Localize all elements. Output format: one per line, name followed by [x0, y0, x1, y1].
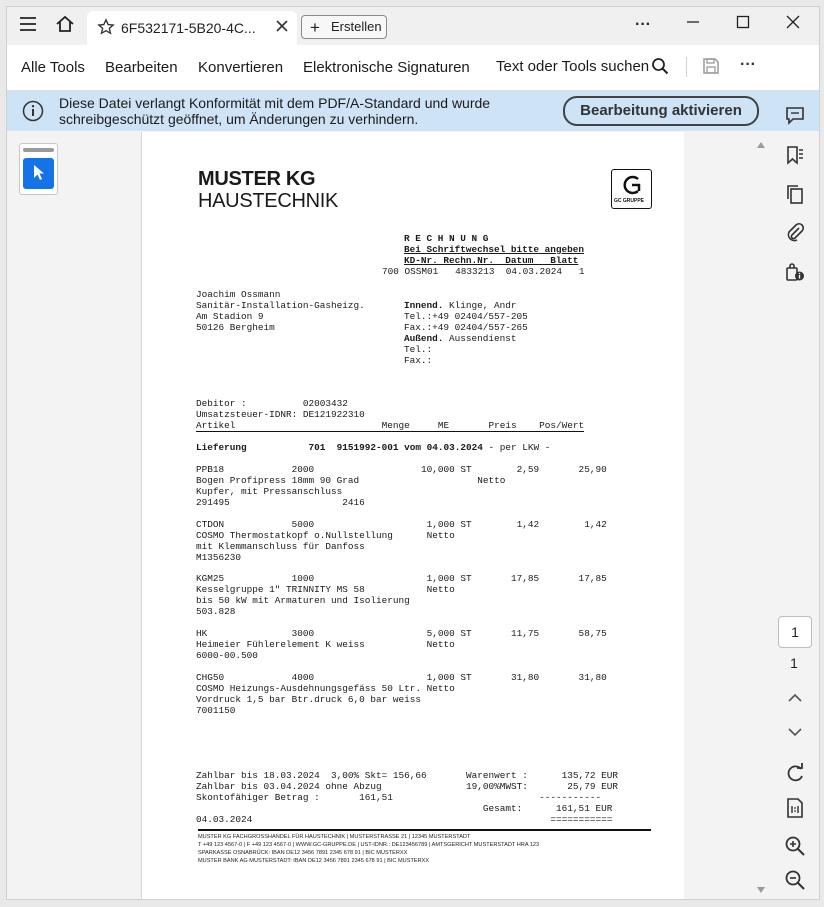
table-header: Artikel Menge ME Preis Pos/Wert [196, 420, 585, 431]
footer-bank-2: MUSTER BANK AG MUSTERSTADT: IBAN DE12 3456 7891 2345 678 91 | BIC MUSTERXX [198, 858, 430, 864]
info-icon [22, 100, 44, 127]
footer-rule [198, 829, 651, 831]
item-description: 7001150 [196, 705, 236, 716]
maximize-icon[interactable] [721, 12, 765, 38]
gc-gruppe-logo [611, 169, 652, 209]
item-description: COSMO Thermostatkopf o.Nullstellung Netto [196, 530, 455, 541]
rotate-icon[interactable] [783, 763, 807, 787]
zoom-out-icon[interactable] [783, 869, 807, 893]
invoice-subtitle: Bei Schriftwechsel bitte angeben [404, 244, 585, 255]
item-description: M1356230 [196, 552, 242, 563]
item-row: HK 3000 5,000 ST 11,75 58,75 [196, 628, 607, 639]
company-name: MUSTER KG [198, 168, 316, 190]
pdf-page [141, 132, 686, 899]
page-up-icon[interactable] [783, 691, 807, 715]
pages-icon[interactable] [783, 183, 807, 207]
banner-message: Diese Datei verlangt Konformität mit dem PDF/A-Standard und wurde schreibgeschützt geöffnet, um Änderungen zu verhindern. [59, 95, 491, 127]
left-tool-panel [7, 132, 137, 899]
search-icon[interactable] [651, 57, 669, 80]
item-row: PPB18 2000 10,000 ST 2,59 25,90 [196, 464, 607, 475]
close-window-icon[interactable] [771, 12, 815, 38]
logo-text: GC GRUPPE [614, 198, 645, 204]
item-row: KGM25 1000 1,000 ST 17,85 17,85 [196, 573, 607, 584]
item-description: mit Klemmanschluss für Danfoss [196, 541, 365, 552]
debitor-number: Debitor : 02003432 [196, 398, 348, 409]
toolbar-divider [686, 57, 687, 77]
more-tools-icon[interactable]: ··· [740, 56, 756, 73]
panel-grip[interactable] [23, 148, 54, 152]
aussendienst-tel: Tel.: [404, 344, 433, 355]
innendienst: Innend. Klinge, Andr [404, 300, 517, 311]
company-subtitle: HAUSTECHNIK [198, 190, 339, 212]
footer-contact: T +49 123 4567-0 | F +49 123 4567-0 | WWW.GC-GRUPPE.DE | UST-IDNR.: DE123456789 | AMTSGERICHT MUSTERSTADT HRA 123 [198, 842, 540, 848]
plus-icon: + [310, 18, 320, 37]
aussendienst: Außend. Aussendienst [404, 333, 517, 344]
tab-title: 6F532171-5B20-4C... [121, 20, 256, 36]
innendienst-fax: Fax.:+49 02404/557-265 [404, 322, 528, 333]
menu-icon[interactable] [17, 15, 39, 37]
item-description: Vordruck 1,5 bar Btr.druck 6,0 bar weiss [196, 694, 422, 705]
menu-all-tools[interactable]: Alle Tools [21, 59, 85, 76]
selection-tool-group [19, 143, 58, 195]
item-description: bis 50 kW mit Armaturen und Isolierung [196, 595, 410, 606]
pdf-viewer-window [6, 6, 820, 900]
create-button[interactable] [301, 15, 387, 39]
footer-bank-1: SPARKASSE OSNABRÜCK: IBAN DE12 3456 7891 2345 678 91 | BIC MUSTERXX [198, 850, 408, 856]
comment-icon[interactable] [783, 105, 807, 129]
pdfa-banner [7, 91, 819, 131]
customer-name: Joachim Ossmann [196, 289, 281, 300]
aussendienst-fax: Fax.: [404, 355, 433, 366]
search-tools-label[interactable]: Text oder Tools suchen [496, 58, 650, 75]
accessibility-icon[interactable] [783, 261, 807, 285]
reference-values: 700 OSSM01 4833213 04.03.2024 1 [382, 266, 585, 277]
document-tab[interactable] [87, 11, 297, 45]
item-description: 291495 2416 [196, 497, 365, 508]
attachment-icon[interactable] [783, 222, 807, 246]
item-description: Kesselgruppe 1" TRINNITY MS 58 Netto [196, 584, 455, 595]
customer-city: 50126 Bergheim [196, 322, 275, 333]
discount-amount: Skontofähiger Betrag : 161,51 ----------- [196, 792, 602, 803]
actual-size-icon[interactable] [783, 797, 807, 821]
invoice-date: 04.03.2024 =========== [196, 814, 613, 825]
bookmark-icon[interactable] [783, 144, 807, 168]
footer-company: MUSTER KG FACHGROSSHANDEL FÜR HAUSTECHNIK | MUSTERSTRASSE 21 | 12345 MUSTERSTADT [198, 834, 471, 840]
select-tool-button[interactable] [23, 158, 54, 189]
more-options-icon[interactable]: ··· [635, 16, 651, 33]
item-row: CHG50 4000 1,000 ST 31,80 31,80 [196, 672, 607, 683]
create-label: Erstellen [331, 19, 382, 34]
home-icon[interactable] [54, 15, 76, 37]
enable-editing-button[interactable]: Bearbeitung aktivieren [563, 96, 759, 126]
menu-e-signatures[interactable]: Elektronische Signaturen [303, 59, 470, 76]
menu-convert[interactable]: Konvertieren [198, 59, 284, 76]
cursor-arrow-icon [31, 164, 47, 187]
minimize-icon[interactable] [671, 12, 715, 38]
save-icon[interactable] [702, 57, 720, 80]
star-icon[interactable] [97, 18, 115, 41]
item-description: 6000-00.500 [196, 650, 258, 661]
grand-total: Gesamt: 161,51 EUR [196, 803, 613, 814]
item-description: Heimeier Fühlerelement K weiss Netto [196, 639, 455, 650]
page-down-icon[interactable] [783, 725, 807, 749]
delivery-line: Lieferung 701 9151992-001 vom 04.03.2024 - per LKW - [196, 442, 551, 453]
menu-edit[interactable]: Bearbeiten [105, 59, 178, 76]
item-row: CTDON 5000 1,000 ST 1,42 1,42 [196, 519, 607, 530]
item-description: COSMO Heizungs-Ausdehnungsgefäss 50 Ltr. Netto [196, 683, 455, 694]
total-pages: 1 [790, 655, 798, 671]
zoom-in-icon[interactable] [783, 835, 807, 859]
customer-street: Am Stadion 9 [196, 311, 264, 322]
payment-terms-2: Zahlbar bis 03.04.2024 ohne Abzug 19,00%MWST: 25,79 EUR [196, 781, 618, 792]
payment-terms-1: Zahlbar bis 18.03.2024 3,00% Skt= 156,66 Warenwert : 135,72 EUR [196, 770, 618, 781]
item-description: Bogen Profipress 18mm 90 Grad Netto [196, 475, 506, 486]
invoice-title: R E C H N U N G [404, 233, 489, 244]
title-bar [7, 7, 819, 45]
close-tab-icon[interactable] [275, 19, 289, 38]
item-description: Kupfer, mit Pressanschluss [196, 486, 343, 497]
vertical-scrollbar[interactable] [755, 132, 767, 899]
innendienst-tel: Tel.:+49 02404/557-205 [404, 311, 528, 322]
customer-company: Sanitär-Installation-Gasheizg. [196, 300, 365, 311]
reference-header: KD-Nr. Rechn.Nr. Datum Blatt [404, 255, 579, 266]
vat-id: Umsatzsteuer-IDNR: DE121922310 [196, 409, 365, 420]
main-toolbar [7, 45, 819, 91]
current-page-field[interactable]: 1 [778, 616, 812, 648]
item-description: 503.828 [196, 606, 236, 617]
